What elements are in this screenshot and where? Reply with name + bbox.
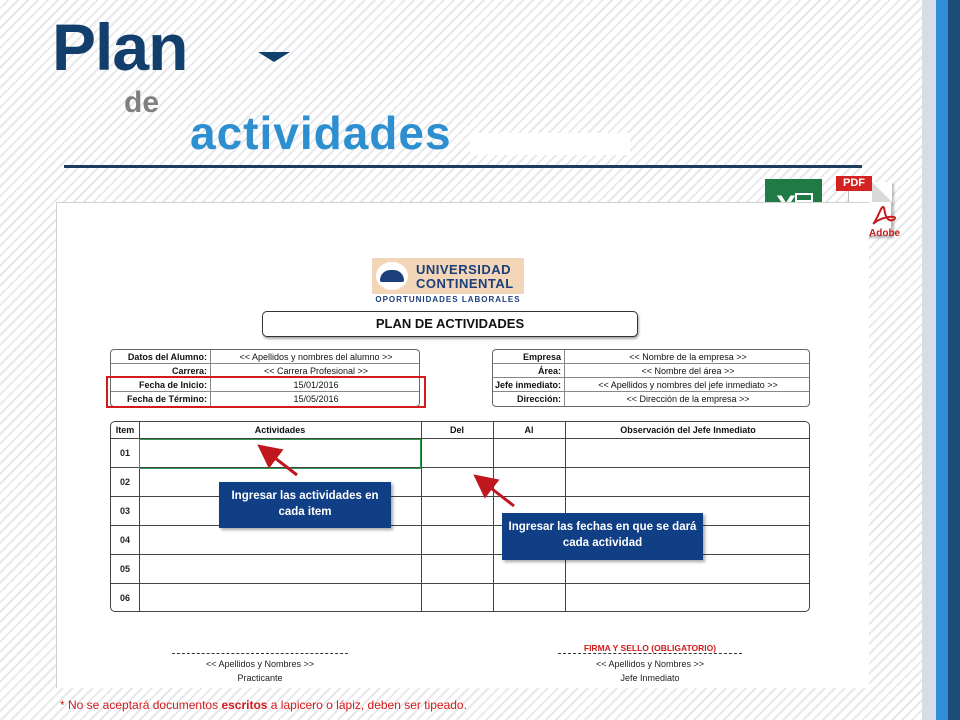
table-row[interactable] bbox=[111, 526, 809, 555]
header-al: Al bbox=[524, 425, 534, 435]
slide-title-plan: Plan bbox=[52, 10, 188, 84]
item-number: 04 bbox=[119, 535, 130, 545]
signature-role: Jefe Inmediato bbox=[620, 673, 680, 683]
footnote-prefix: * No se aceptará documentos bbox=[60, 698, 222, 712]
student-info-label: Fecha de Término: bbox=[111, 392, 211, 406]
logo-text-line1: UNIVERSIDAD bbox=[416, 262, 512, 277]
company-info-label: Dirección: bbox=[493, 392, 565, 406]
company-info-label: Empresa bbox=[493, 350, 565, 364]
company-info-label: Área: bbox=[493, 364, 565, 378]
header-del: Del bbox=[449, 425, 464, 435]
signature-line bbox=[172, 653, 348, 654]
student-info-value: 15/01/2016 bbox=[293, 380, 339, 390]
company-info-row bbox=[493, 392, 809, 406]
company-info-row bbox=[493, 364, 809, 378]
right-accent-bar-light bbox=[922, 0, 936, 720]
item-number: 02 bbox=[119, 477, 130, 487]
logo-mark-icon bbox=[376, 262, 408, 290]
header-item: Item bbox=[115, 425, 135, 435]
item-number: 01 bbox=[119, 448, 130, 458]
table-header bbox=[111, 422, 809, 439]
header-actividades: Actividades bbox=[254, 425, 306, 435]
company-info-value: << Apellidos y nombres del jefe inmediato >> bbox=[598, 380, 778, 390]
table-row[interactable] bbox=[111, 497, 809, 526]
form-title: PLAN DE ACTIVIDADES bbox=[262, 311, 638, 337]
company-info-row bbox=[493, 378, 809, 392]
footnote bbox=[60, 698, 467, 712]
footnote-emphasis: escritos bbox=[221, 698, 268, 712]
title-divider bbox=[64, 165, 862, 168]
table-row[interactable] bbox=[111, 468, 809, 497]
right-accent-bar-dark bbox=[948, 0, 960, 720]
item-number: 06 bbox=[119, 593, 130, 603]
signature-practicante bbox=[172, 653, 348, 685]
signature-name: << Apellidos y Nombres >> bbox=[595, 659, 705, 669]
header-observacion: Observación del Jefe Inmediato bbox=[620, 425, 756, 435]
signature-role: Practicante bbox=[237, 673, 283, 683]
table-row[interactable] bbox=[111, 584, 809, 612]
slide-title-actividades: actividades bbox=[190, 107, 452, 159]
item-number: 03 bbox=[119, 506, 130, 516]
company-info-box bbox=[492, 349, 810, 407]
student-info-value: << Carrera Profesional >> bbox=[263, 366, 369, 376]
pdf-page-fold bbox=[872, 182, 892, 202]
slide-title-de: de bbox=[124, 86, 160, 119]
company-info-value: << Dirección de la empresa >> bbox=[626, 394, 750, 404]
date-range-highlight bbox=[106, 376, 426, 408]
student-info-value: << Apellidos y nombres del alumno >> bbox=[239, 352, 393, 362]
student-info-label: Fecha de Inicio: bbox=[111, 378, 211, 392]
footnote-suffix: a lapicero o lápiz, deben ser tipeado. bbox=[267, 698, 467, 712]
company-info-row bbox=[493, 350, 809, 364]
logo-text-line2: CONTINENTAL bbox=[416, 276, 514, 291]
pdf-label: PDF bbox=[836, 176, 872, 191]
student-info-row bbox=[111, 350, 419, 364]
company-info-value: << Nombre de la empresa >> bbox=[629, 352, 747, 362]
item-number: 05 bbox=[119, 564, 130, 574]
signature-stamp-label: FIRMA Y SELLO (OBLIGATORIO) bbox=[583, 643, 717, 653]
title-highlight-strip bbox=[470, 133, 630, 155]
signature-line bbox=[558, 653, 742, 654]
column-divider bbox=[493, 422, 494, 611]
selected-cell[interactable] bbox=[139, 439, 421, 469]
university-logo bbox=[372, 258, 524, 294]
company-info-value: << Nombre del área >> bbox=[641, 366, 735, 376]
company-info-label: Jefe inmediato: bbox=[493, 378, 565, 392]
column-divider bbox=[421, 422, 422, 611]
chevron-down-icon bbox=[258, 52, 290, 62]
pdf-brand-label: Adobe bbox=[869, 228, 901, 239]
signature-jefe bbox=[558, 653, 742, 685]
adobe-acrobat-icon bbox=[871, 205, 897, 225]
activities-table bbox=[110, 421, 810, 612]
student-info-value: 15/05/2016 bbox=[293, 394, 339, 404]
callout-activities: Ingresar las actividades en cada item bbox=[219, 482, 391, 528]
student-info-label: Carrera: bbox=[111, 364, 211, 378]
table-row[interactable] bbox=[111, 555, 809, 584]
right-accent-bar-blue bbox=[936, 0, 948, 720]
logo-subtitle: OPORTUNIDADES LABORALES bbox=[375, 295, 521, 304]
student-info-label: Datos del Alumno: bbox=[111, 350, 211, 364]
signature-name: << Apellidos y Nombres >> bbox=[205, 659, 315, 669]
callout-dates: Ingresar las fechas en que se dará cada actividad bbox=[502, 513, 703, 560]
